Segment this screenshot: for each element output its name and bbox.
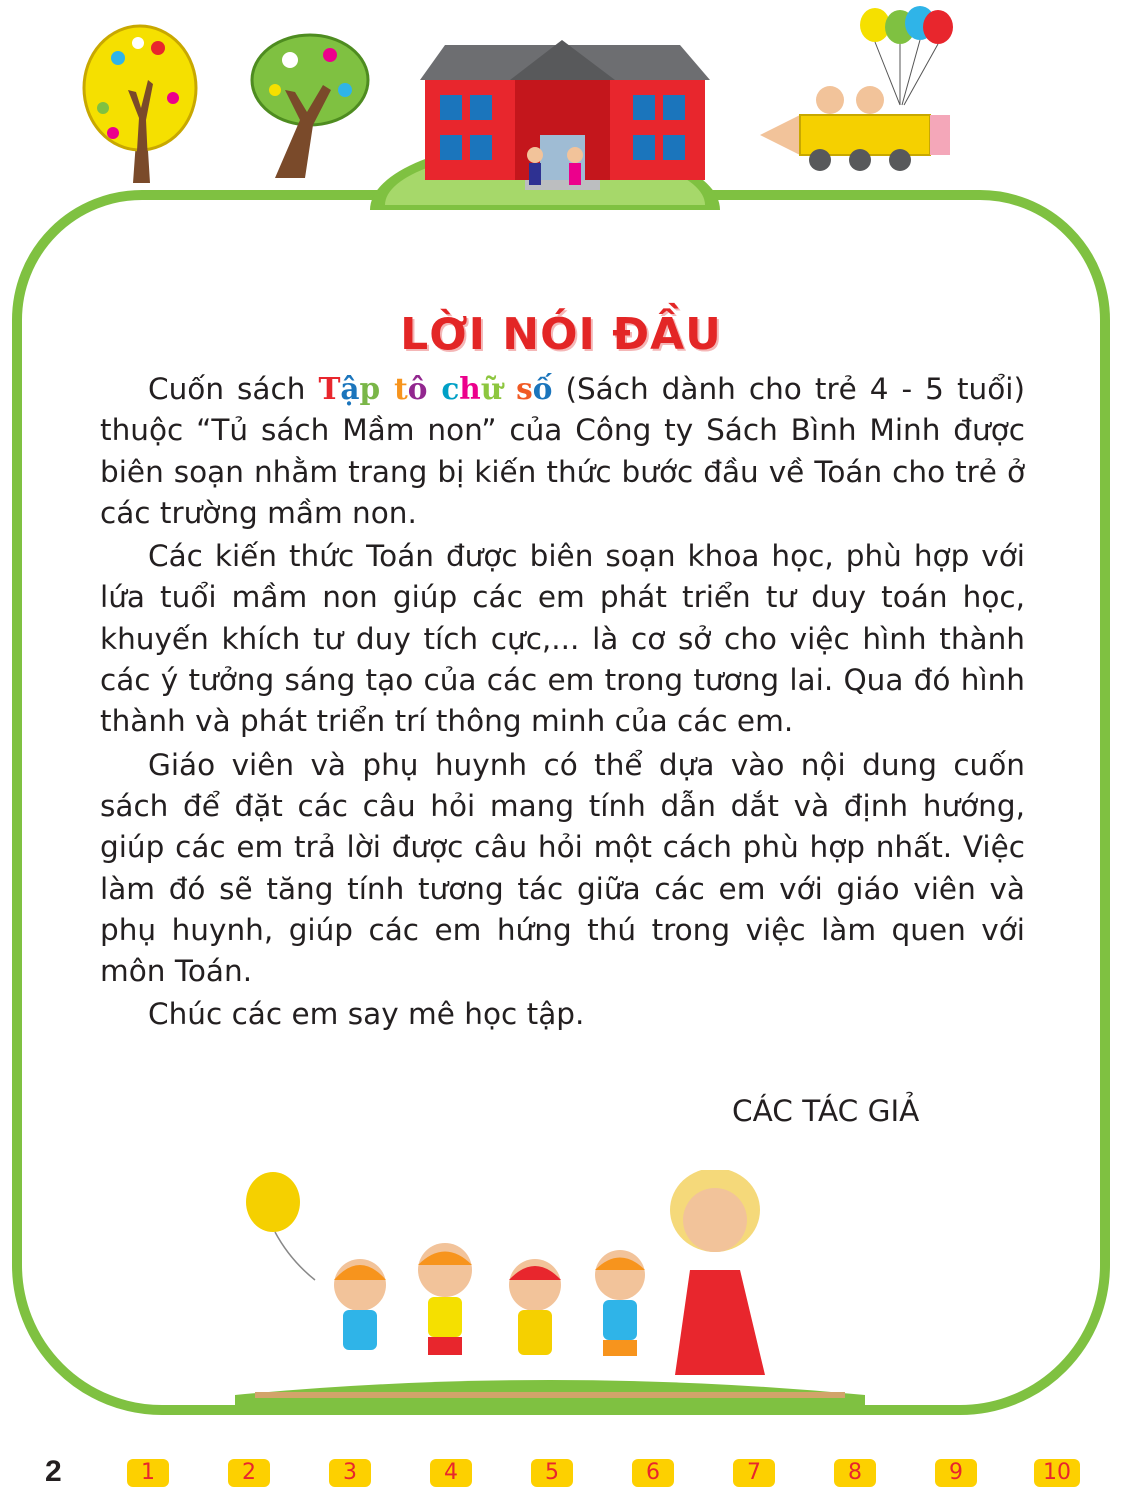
brand-char: T [318,371,341,406]
brand-char: t [394,371,408,406]
brand-char: ố [532,371,553,406]
brand-char: ô [407,371,428,406]
paragraph-4: Chúc các em say mê học tập. [148,997,585,1032]
brand-char: ữ [480,371,503,406]
paragraph-1 [100,368,1025,534]
brand-char: p [359,371,381,406]
book-title-brand [318,372,552,406]
child-figure [334,1259,386,1350]
child-figure [509,1259,561,1355]
page-title: LỜI NÓI ĐẦU [400,309,722,361]
brand-char [502,371,516,406]
nav-page-5[interactable]: 5 [531,1459,573,1487]
balloon-pencil-car-illustration [760,5,960,175]
brand-char: ậ [340,371,360,406]
nav-page-6[interactable]: 6 [632,1459,674,1487]
nav-page-3[interactable]: 3 [329,1459,371,1487]
paragraph-1-before: Cuốn sách [148,372,319,406]
nav-page-7[interactable]: 7 [733,1459,775,1487]
brand-char: h [459,371,481,406]
nav-page-4[interactable]: 4 [430,1459,472,1487]
paragraph-2: Các kiến thức Toán được biên soạn khoa học, phù hợp với lứa tuổi mầm non giúp các em phát triển tư duy toán học, khuyến khích tư duy tích cực,... là cơ sở cho việc hình thành các ý tưởng sáng tạo của các em trong tương lai. Qua đó hình thành và phát triển trí thông minh của các em. [100,539,1025,739]
tree-illustration-right [245,30,375,180]
nav-page-9[interactable]: 9 [935,1459,977,1487]
brand-char: s [516,371,533,406]
paragraph-3: Giáo viên và phụ huynh có thể dựa vào nội dung cuốn sách để đặt các câu hỏi mang tính dẫn dắt và định hướng, giúp các em trả lời được câu hỏi một cách phù hợp nhất. Việc làm đó sẽ tăng tính tương tác giữa các em với giáo viên và phụ huynh, giúp các em hứng thú trong việc làm quen với môn Toán. [100,747,1025,989]
preface-body [100,368,1025,1042]
brand-char [380,371,394,406]
brand-char [427,371,441,406]
teacher-figure [670,1170,765,1375]
child-figure [595,1250,645,1356]
school-building-illustration [405,40,720,205]
child-figure [418,1243,472,1355]
nav-page-10[interactable]: 10 [1034,1459,1080,1487]
signature: CÁC TÁC GIẢ [732,1094,920,1128]
brand-char: c [441,371,460,406]
nav-page-8[interactable]: 8 [834,1459,876,1487]
nav-page-1[interactable]: 1 [127,1459,169,1487]
nav-page-2[interactable]: 2 [228,1459,270,1487]
children-teacher-illustration [235,1170,865,1405]
page-number: 2 [45,1455,62,1488]
paragraph-1-after: (Sách dành cho trẻ 4 - 5 tuổi) thuộc “Tủ sách Mầm non” của Công ty Sách Bình Minh được biên soạn nhằm trang bị kiến thức bước đầu về Toán cho trẻ ở các trường mầm non. [100,372,1025,530]
tree-illustration-left [78,18,198,188]
